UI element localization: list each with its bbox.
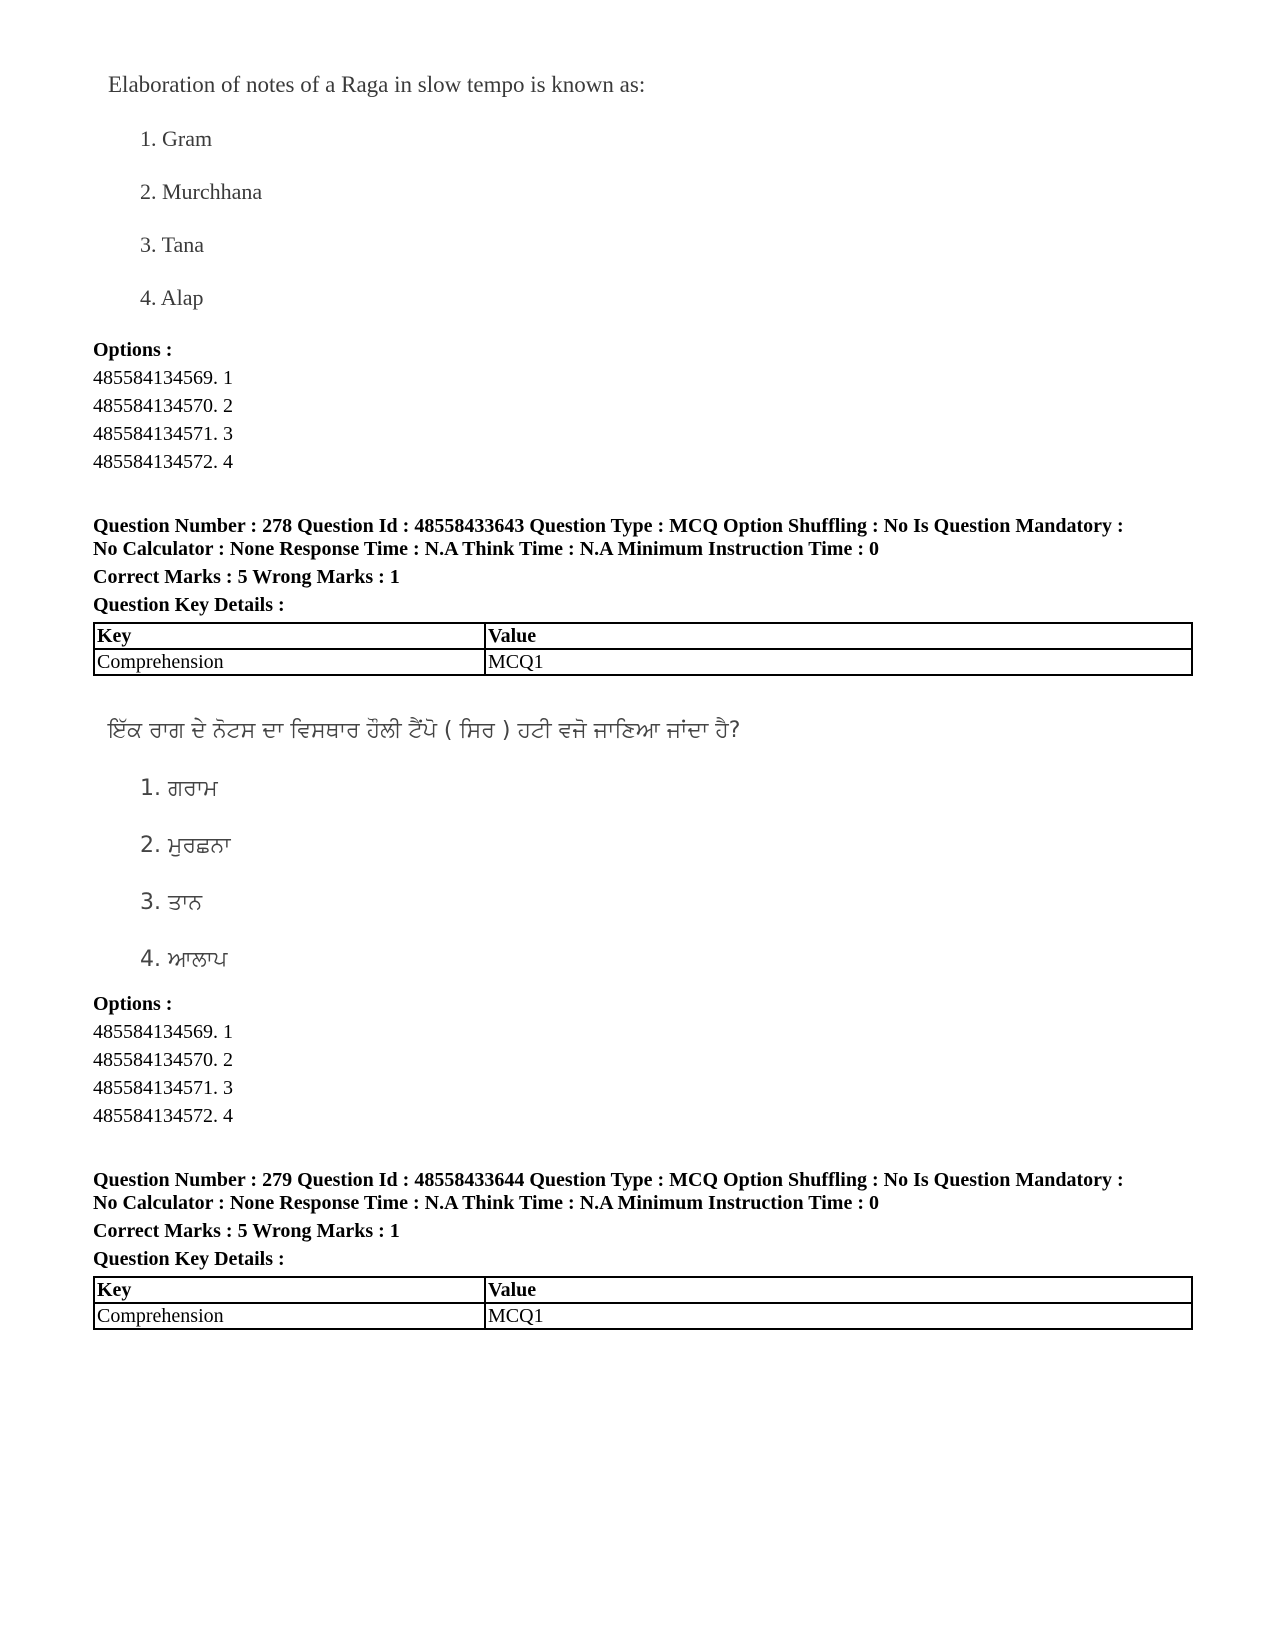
table-cell-value: MCQ1 bbox=[485, 1303, 1192, 1329]
table-header-key: Key bbox=[94, 1277, 485, 1303]
options-title: Options : bbox=[93, 993, 173, 1015]
option-line: 485584134570. 2 bbox=[93, 395, 233, 417]
question-image-english bbox=[108, 72, 646, 310]
question-meta bbox=[93, 1169, 1213, 1215]
question-meta-line: No Calculator : None Response Time : N.A Think Time : N.A Minimum Instruction Time : 0 bbox=[93, 1192, 879, 1214]
choice-item: 1. Gram bbox=[140, 126, 213, 151]
key-details-heading: Question Key Details : bbox=[93, 1248, 285, 1270]
table-row bbox=[94, 649, 1192, 675]
choice-item: 1. ਗਰਾਮ bbox=[140, 776, 218, 801]
option-line: 485584134569. 1 bbox=[93, 367, 233, 389]
question-meta-line: Question Number : 278 Question Id : 48558433643 Question Type : MCQ Option Shuffling : No Is Question Mandatory : bbox=[93, 515, 1124, 537]
table-header-row bbox=[94, 1277, 1192, 1303]
choice-item: 3. ਤਾਨ bbox=[140, 890, 203, 915]
key-details-table bbox=[93, 622, 1193, 676]
options-block bbox=[93, 336, 1193, 476]
table-header-value: Value bbox=[485, 623, 1192, 649]
table-cell-key: Comprehension bbox=[94, 1303, 485, 1329]
table-cell-key: Comprehension bbox=[94, 649, 485, 675]
choice-item: 3. Tana bbox=[140, 232, 205, 257]
option-line: 485584134570. 2 bbox=[93, 1049, 233, 1071]
option-line: 485584134572. 4 bbox=[93, 451, 233, 473]
table-header-row bbox=[94, 623, 1192, 649]
table-header-value: Value bbox=[485, 1277, 1192, 1303]
key-details-heading: Question Key Details : bbox=[93, 594, 285, 616]
options-block bbox=[93, 990, 1193, 1130]
question-meta-line: Question Number : 279 Question Id : 48558433644 Question Type : MCQ Option Shuffling : No Is Question Mandatory : bbox=[93, 1169, 1124, 1191]
question-image-punjabi bbox=[108, 718, 741, 972]
question-meta-line: No Calculator : None Response Time : N.A Think Time : N.A Minimum Instruction Time : 0 bbox=[93, 538, 879, 560]
marks-line: Correct Marks : 5 Wrong Marks : 1 bbox=[93, 1220, 400, 1242]
choice-item: 2. Murchhana bbox=[140, 179, 263, 204]
key-details-table bbox=[93, 1276, 1193, 1330]
choice-item: 4. Alap bbox=[140, 285, 204, 310]
table-row bbox=[94, 1303, 1192, 1329]
question-text: Elaboration of notes of a Raga in slow tempo is known as: bbox=[108, 72, 646, 97]
choice-item: 4. ਆਲਾਪ bbox=[140, 947, 228, 972]
option-line: 485584134572. 4 bbox=[93, 1105, 233, 1127]
option-line: 485584134571. 3 bbox=[93, 1077, 233, 1099]
options-title: Options : bbox=[93, 339, 173, 361]
question-text: ਇੱਕ ਰਾਗ ਦੇ ਨੋਟਸ ਦਾ ਵਿਸਥਾਰ ਹੌਲੀ ਟੈਂਪੋ ( ਸਿਰ ) ਹਟੀ ਵਜੋ ਜਾਣਿਆ ਜਾਂਦਾ ਹੈ? bbox=[108, 718, 741, 743]
option-line: 485584134571. 3 bbox=[93, 423, 233, 445]
question-meta bbox=[93, 515, 1213, 561]
marks-line: Correct Marks : 5 Wrong Marks : 1 bbox=[93, 566, 400, 588]
option-line: 485584134569. 1 bbox=[93, 1021, 233, 1043]
table-header-key: Key bbox=[94, 623, 485, 649]
choice-item: 2. ਮੁਰਛਨਾ bbox=[140, 833, 231, 858]
table-cell-value: MCQ1 bbox=[485, 649, 1192, 675]
